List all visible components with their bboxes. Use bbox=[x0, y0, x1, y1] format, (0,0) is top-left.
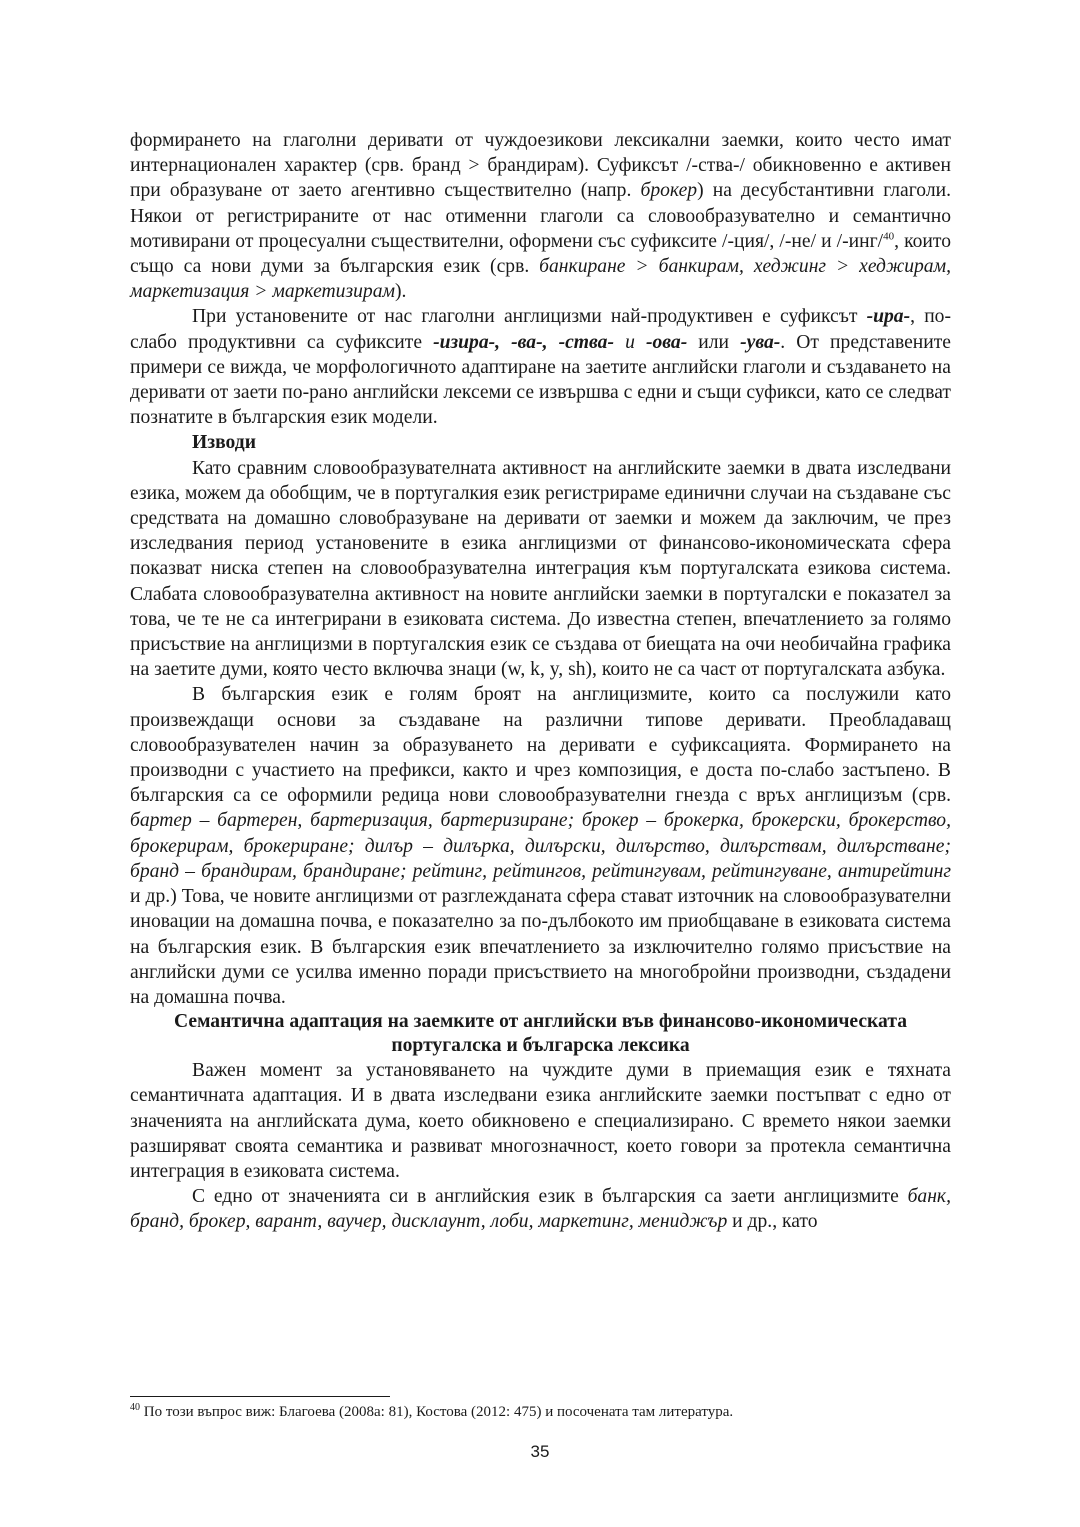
page-body bbox=[130, 128, 951, 1235]
italic-term: бартер – бартерен, бартеризация, бартеризиране; брокер – брокерка, брокерски, брокерство, брокерирам, брокериране; дилър – дилърка, дилърски, дилърство, дилърствам, дилърстване; бранд – брандирам, брандиране; рейтинг, рейтингов, рейтингувам, рейтингуване, антирейтинг bbox=[130, 810, 951, 882]
italic-term: банкиране > банкирам, хеджинг > хеджирам, маркетизация > маркетизирам bbox=[130, 256, 951, 303]
text-run: ) на десубстантивни глаголи. Някои от регистрираните от нас отименни глаголи са словообразувателно и семантично мотивирани от процесуални съществителни, оформени със суфиксите /-ция/, /-не/ и /-инг/ bbox=[130, 180, 951, 252]
text-run: . От представените примери се вижда, че морфологичното адаптиране на заетите английски глаголи и създаването на деривати от заети по-рано английски лексеми се извършва с едни и същи суфикси, като се следват познатите в българския език модели. bbox=[130, 331, 952, 429]
text-run: С едно от значенията си в английския език в българския са заети англицизмите bbox=[192, 1186, 908, 1208]
text-run: Семантична адаптация на заемките от английски във финансово-икономическата португалска и българска лексика bbox=[174, 1011, 907, 1057]
footnote bbox=[130, 1402, 951, 1422]
text-run: ). bbox=[395, 281, 407, 303]
italic-term: брокер bbox=[640, 180, 698, 202]
italic-term: банк, бранд, брокер, варант, ваучер, дисклаунт, лоби, маркетинг, мениджър bbox=[130, 1186, 951, 1233]
body-paragraph bbox=[130, 456, 951, 683]
text-run: , които също са нови думи за българския език (срв. bbox=[130, 230, 951, 278]
text-run: Изводи bbox=[192, 432, 256, 454]
footnote-text: По този въпрос виж: Благоева (2008а: 81), Костова (2012: 475) и посочената там литература. bbox=[140, 1404, 734, 1420]
text-run: Важен момент за установяването на чуждите думи в приемащия език е тяхната семантичната адаптация. И в двата изследвани езика английските заемки постъпват с едно от значенията на английската дума, което обикновено е специализирано. С времето някои заемки разширяват своята семантика и развиват многозначност, което говори за протекла семантична интеграция в езиковата система. bbox=[130, 1060, 951, 1182]
suffix-term: -ира- bbox=[866, 306, 911, 328]
text-run: В българския език е голям броят на англицизмите, които са послужили като произвеждащи основи за създаване на различни типове деривати. Преобладаващ словообразувателен начин за образуването на деривати е суфиксацията. Формирането на производни с участието на префикси, както и чрез композиция, е доста по-слабо застъпено. В българския са се оформили редица нови словообразувателни гнезда с връх англицизъм (срв. bbox=[130, 684, 951, 807]
text-run: Като сравним словообразувателната активност на английските заемки в двата изследвани езика, можем да обобщим, че в португалкия език регистрираме единични случаи на създаване със средствата на домашно словобразуване на деривати от заемки и можем да заключим, че през изследвания период установените в езика англицизми от финансово-икономическата сфера показват ниска степен на словообразувателна интеграция към португалската езикова система. Слабата словообразувателна активност на новите английски заемки в португалски е показател за това, че те не са интегрирани в езиковата система. До известна степен, впечатлението за голямо присъствие на англицизми в португалския език се създава от биещата на очи необичайна графика на заетите думи, която често включва знаци (w, k, y, sh), които не са част от португалската азбука. bbox=[130, 457, 951, 681]
section-heading bbox=[130, 1010, 951, 1058]
suffix-term: -изира-, -ва-, -ства- bbox=[433, 331, 614, 353]
footnote-number: 40 bbox=[130, 1402, 140, 1413]
body-paragraph bbox=[130, 1058, 951, 1184]
suffix-term: -ува- bbox=[740, 331, 781, 353]
text-run: , по-слабо продуктивни са суфиксите bbox=[130, 306, 951, 353]
suffix-term: -ова- bbox=[645, 331, 688, 353]
body-paragraph bbox=[130, 1184, 951, 1234]
subheading bbox=[130, 430, 951, 455]
body-paragraph bbox=[130, 128, 951, 304]
italic-term: и bbox=[614, 331, 646, 353]
text-run: или bbox=[687, 331, 741, 353]
text-run: формирането на глаголни деривати от чуждоезикови лексикални заемки, които често имат интернационален характер (срв. бранд > брандирам). Суфиксът /-ства-/ обикновенно е активен при образуване от заето агентивно съществително (напр. bbox=[130, 130, 951, 202]
footnote-ref: 40 bbox=[883, 230, 895, 243]
footnote-divider bbox=[130, 1396, 390, 1397]
body-paragraph bbox=[130, 682, 951, 1010]
page-number: 35 bbox=[530, 1442, 550, 1461]
text-run: При установените от нас глаголни англицизми най-продуктивен е суфиксът bbox=[192, 306, 867, 328]
text-run: и др.) Това, че новите англицизми от разглежданата сфера стават източник на словообразувателни иновации на домашна почва, е показателно за по-дълбокото им приобщаване в езиковата система на българския език. В българския език впечатлението за изключително голямо присъствие на английски думи се усилва именно поради присъствието на многобройни производни, създадени на домашна почва. bbox=[130, 886, 951, 1008]
text-run: и др., като bbox=[727, 1211, 818, 1233]
body-paragraph bbox=[130, 304, 951, 430]
